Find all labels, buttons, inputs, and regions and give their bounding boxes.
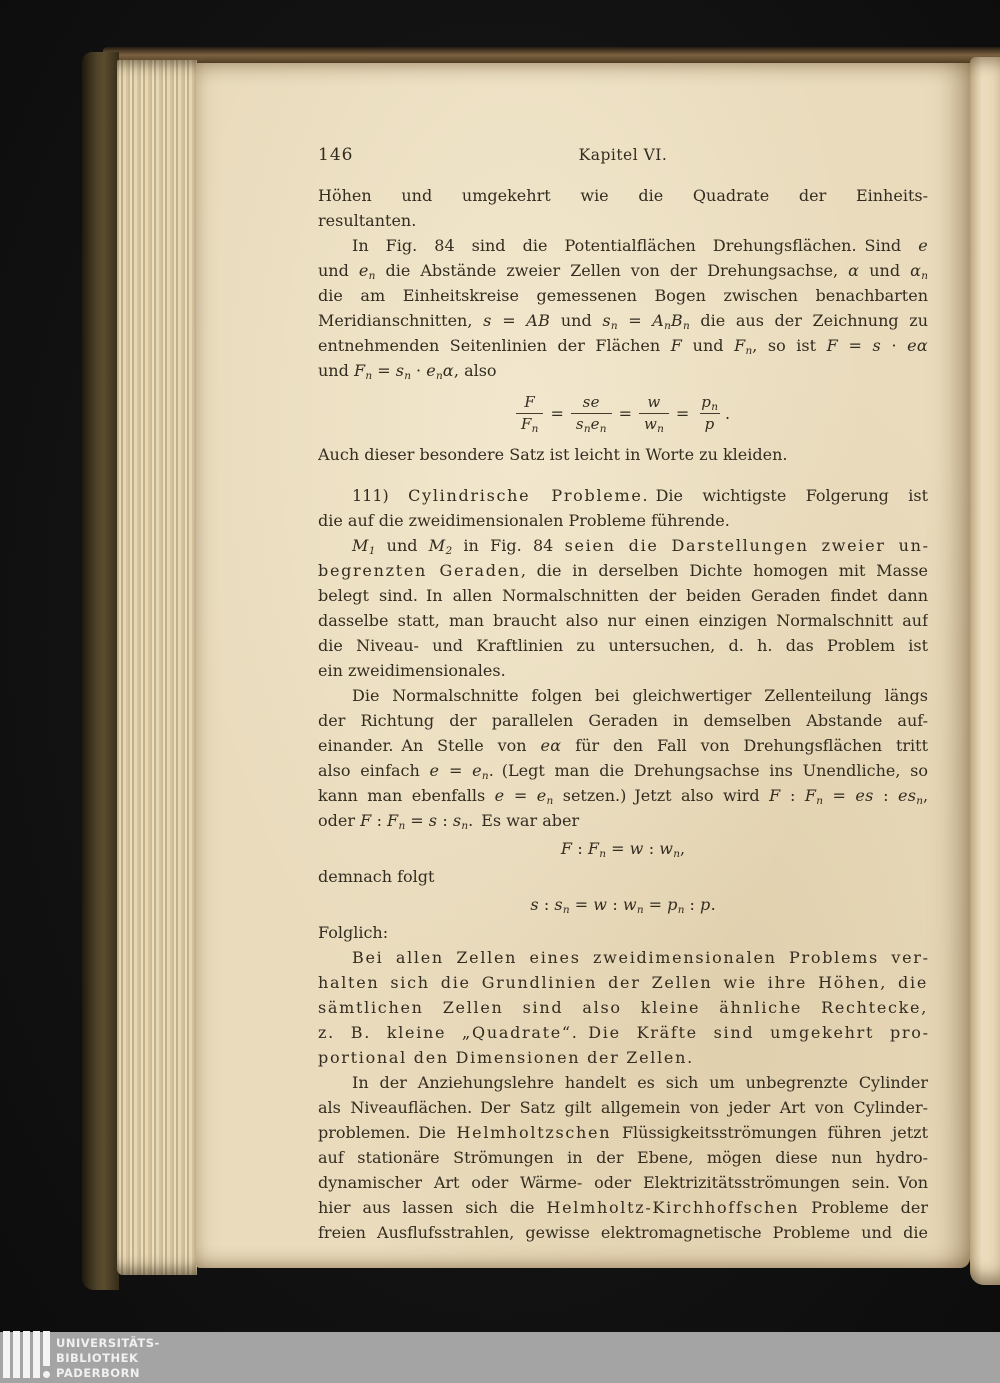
text-line: Bei allen Zellen eines zweidimensionalen Problems ver- [352,947,928,967]
text-line: kann man ebenfalls $e = e_n$ setzen.) Jetzt also wird F : $F_n$ = es : $es_n$, [318,785,928,807]
chapter-heading: Kapitel VI. [578,146,668,164]
logo-bar [13,1331,20,1378]
text-line: portional den Dimensionen der Zellen. [318,1047,694,1067]
text-line: einander. An Stelle von eα für den Fall von Drehungsflächen tritt [318,735,928,755]
fraction-numerator: se [582,393,600,411]
text-line: also einfach $e = e_n$. (Legt man die Drehungsachse ins Unendliche, so [318,760,928,782]
fraction [516,393,543,434]
text-line: der Richtung der parallelen Geraden in demselben Abstande auf- [318,710,928,730]
text-line: z. B. kleine „Quadrate“. Die Kräfte sind umgekehrt pro- [318,1022,928,1042]
text-line: oder F : $F_n = s$ : $s_n$. Es war aber [318,810,580,832]
text-line: $M_1$ und $M_2$ in Fig. 84 seien die Darstellungen zweier un- [352,535,928,557]
text-line: problemen. Die Helmholtzschen Flüssigkeitsströmungen führen jetzt [318,1122,928,1142]
text-line: sämtlichen Zellen sind also kleine ähnliche Rechtecke, [318,997,928,1017]
fraction-numerator: F [524,393,536,411]
logo-bar [23,1331,30,1378]
paragraph [318,920,928,945]
text-line: In der Anziehungslehre handelt es sich um unbegrenzte Cylinder [352,1072,928,1092]
library-name-line3: PADERBORN [56,1366,141,1380]
text-line: Die Normalschnitte folgen bei gleichwertiger Zellenteilung längs [352,685,928,705]
fraction-denominator: $w_n$ [639,413,669,434]
page-stack-edge [117,60,197,1275]
logo-bar [3,1331,10,1378]
fraction-denominator: p [700,413,720,434]
fraction-numerator: w [647,393,661,411]
fraction-numerator: $p_n$ [701,393,718,413]
book-page [196,63,970,1268]
text-line: die Niveau- und Kraftlinien zu untersuchen, d. h. das Problem ist [318,635,928,655]
display-formula: F : $F_n = w$ : $w_n$, [560,838,686,860]
text-line: halten sich die Grundlinien der Zellen wie ihre Höhen, die [318,972,928,992]
text-line: die am Einheitskreise gemessenen Bogen zwischen benachbarten [318,286,928,305]
text-line: auf stationäre Strömungen in der Ebene, mögen diese nun hydro- [318,1147,928,1167]
display-formula-fractions [318,393,928,434]
text-line: entnehmenden Seitenlinien der Flächen F und $F_n$, so ist F = s · eα [318,336,928,357]
text-line: die auf die zweidimensionalen Probleme führende. [318,510,730,530]
text-line: In Fig. 84 sind die Potentialflächen Drehungsflächen. Sind e [352,236,928,255]
paragraph [318,533,928,683]
text-line: 111) Cylindrische Probleme. Die wichtigste Folgerung ist [352,485,928,505]
text-line: und $F_n = s_n \cdot e_n\alpha$, also [318,361,497,382]
library-name [56,1336,160,1381]
equals-sign: = [618,403,632,423]
book-cover-left-edge [82,52,119,1290]
logo-bar [33,1331,40,1378]
fraction [639,393,669,434]
text-line: und $e_n$ die Abstände zweier Zellen von der Drehungsachse, α und $\alpha_n$ [318,261,928,282]
text-line: freien Ausflufsstrahlen, gewisse elektromagnetische Probleme und die [318,1222,928,1242]
fraction-denominator: $F_n$ [516,413,543,434]
text-line: dasselbe statt, man braucht also nur einen einzigen Normalschnitt auf [318,610,928,630]
paragraph [318,945,928,1070]
library-watermark-bar [0,1332,1000,1383]
adjacent-page-edge [970,57,1000,1285]
page-header [318,143,928,169]
paragraph [318,442,928,467]
text-line: demnach folgt [318,866,435,886]
logo-bar-exclamation [43,1331,50,1366]
page-number: 146 [318,145,354,165]
page-body-text [318,183,928,1245]
fraction [696,393,723,434]
paragraph [318,864,928,889]
equals-sign: = [550,403,564,423]
text-line: ein zweidimensionales. [318,660,506,680]
text-line: dynamischer Art oder Wärme- oder Elektrizitätsströmungen sein. Von [318,1172,928,1192]
library-name-line2: BIBLIOTHEK [56,1351,139,1365]
paragraph [318,683,928,833]
text-line: Höhen und umgekehrt wie die Quadrate der Einheits- [318,186,928,205]
text-line: begrenzten Geraden, die in derselben Dichte homogen mit Masse [318,560,928,580]
paragraph [318,1070,928,1245]
equals-sign: = [675,403,690,423]
text-line: Auch dieser besondere Satz ist leicht in Worte zu kleiden. [318,444,788,464]
paragraph [318,183,928,233]
logo-exclamation-dot [43,1371,50,1378]
text-line: resultanten. [318,211,417,230]
text-line: Folglich: [318,922,389,942]
text-line: hier aus lassen sich die Helmholtz-Kirchhoffschen Probleme der [318,1197,928,1217]
text-line: belegt sind. In allen Normalschnitten der beiden Geraden findet dann [318,585,928,605]
formula-period: . [724,403,731,423]
page-text-column [318,143,928,1245]
paragraph [318,483,928,533]
fraction [571,393,612,434]
text-line: Meridianschnitten, s = AB und $s_n = A_nB_n$ die aus der Zeichnung zu [318,311,928,332]
text-line: als Niveauflächen. Der Satz gilt allgemein von jeder Art von Cylinder- [318,1097,928,1117]
paragraph [318,233,928,383]
library-name-line1: UNIVERSITÄTS- [56,1336,160,1350]
display-formula: s : $s_n = w$ : $w_n = p_n$ : p. [530,894,716,916]
fraction-denominator: $s_ne_n$ [571,413,612,434]
